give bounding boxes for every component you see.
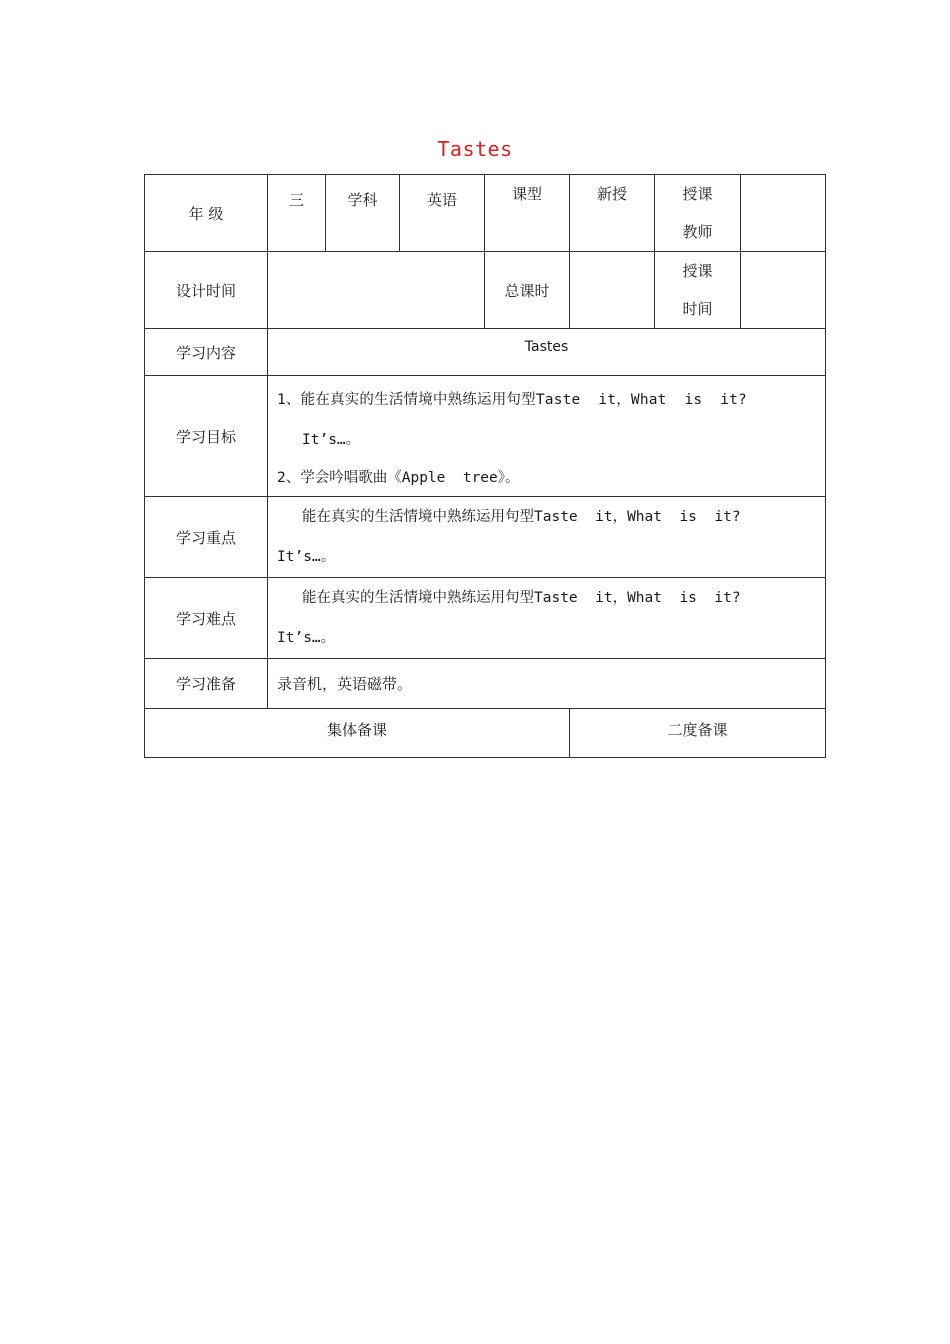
table-row-difficulties <box>145 578 826 659</box>
table-row-content <box>145 329 826 376</box>
difficulties-value <box>268 578 826 659</box>
design-time-label: 设计时间 <box>145 252 268 329</box>
content-label: 学习内容 <box>145 329 268 376</box>
difficulties-line-1: 能在真实的生活情境中熟练运用句型Taste it，What is it? <box>302 590 741 606</box>
goals-line-2: It’s…。 <box>302 432 361 448</box>
table-row-basic-info <box>145 175 826 252</box>
subject-label: 学科 <box>326 175 400 252</box>
table-row-footer <box>145 709 826 758</box>
total-hours-value <box>570 252 655 329</box>
preparation-value: 录音机，英语磁带。 <box>268 659 826 709</box>
goals-label: 学习目标 <box>145 376 268 497</box>
table-row-preparation <box>145 659 826 709</box>
key-points-line-1: 能在真实的生活情境中熟练运用句型Taste it，What is it? <box>302 509 741 525</box>
table-row-goals <box>145 376 826 497</box>
key-points-line-2: It’s…。 <box>277 549 336 565</box>
secondary-prep-header: 二度备课 <box>570 709 826 758</box>
lesson-plan-table <box>144 174 826 758</box>
class-time-label-line2: 时间 <box>682 300 713 318</box>
collective-prep-header: 集体备课 <box>145 709 570 758</box>
lesson-type-value: 新授 <box>570 175 655 252</box>
teacher-label-line2: 教师 <box>682 223 713 241</box>
lesson-type-label: 课型 <box>485 175 570 252</box>
key-points-value <box>268 497 826 578</box>
content-value: Tastes <box>268 329 826 376</box>
difficulties-label: 学习难点 <box>145 578 268 659</box>
grade-value: 三 <box>268 175 326 252</box>
teacher-label <box>655 175 741 252</box>
table-row-key-points <box>145 497 826 578</box>
document-title: Tastes <box>437 137 513 161</box>
class-time-label-line1: 授课 <box>682 262 713 280</box>
goals-line-3: 2、学会吟唱歌曲《Apple tree》。 <box>277 470 520 486</box>
goals-value <box>268 376 826 497</box>
grade-label: 年 级 <box>145 175 268 252</box>
subject-value: 英语 <box>400 175 485 252</box>
class-time-value <box>741 252 826 329</box>
preparation-label: 学习准备 <box>145 659 268 709</box>
design-time-value <box>268 252 485 329</box>
table-row-time-info <box>145 252 826 329</box>
total-hours-label: 总课时 <box>485 252 570 329</box>
teacher-value <box>741 175 826 252</box>
goals-line-1: 1、能在真实的生活情境中熟练运用句型Taste it，What is it? <box>277 392 747 408</box>
teacher-label-line1: 授课 <box>682 185 713 203</box>
key-points-label: 学习重点 <box>145 497 268 578</box>
class-time-label <box>655 252 741 329</box>
difficulties-line-2: It’s…。 <box>277 630 336 646</box>
